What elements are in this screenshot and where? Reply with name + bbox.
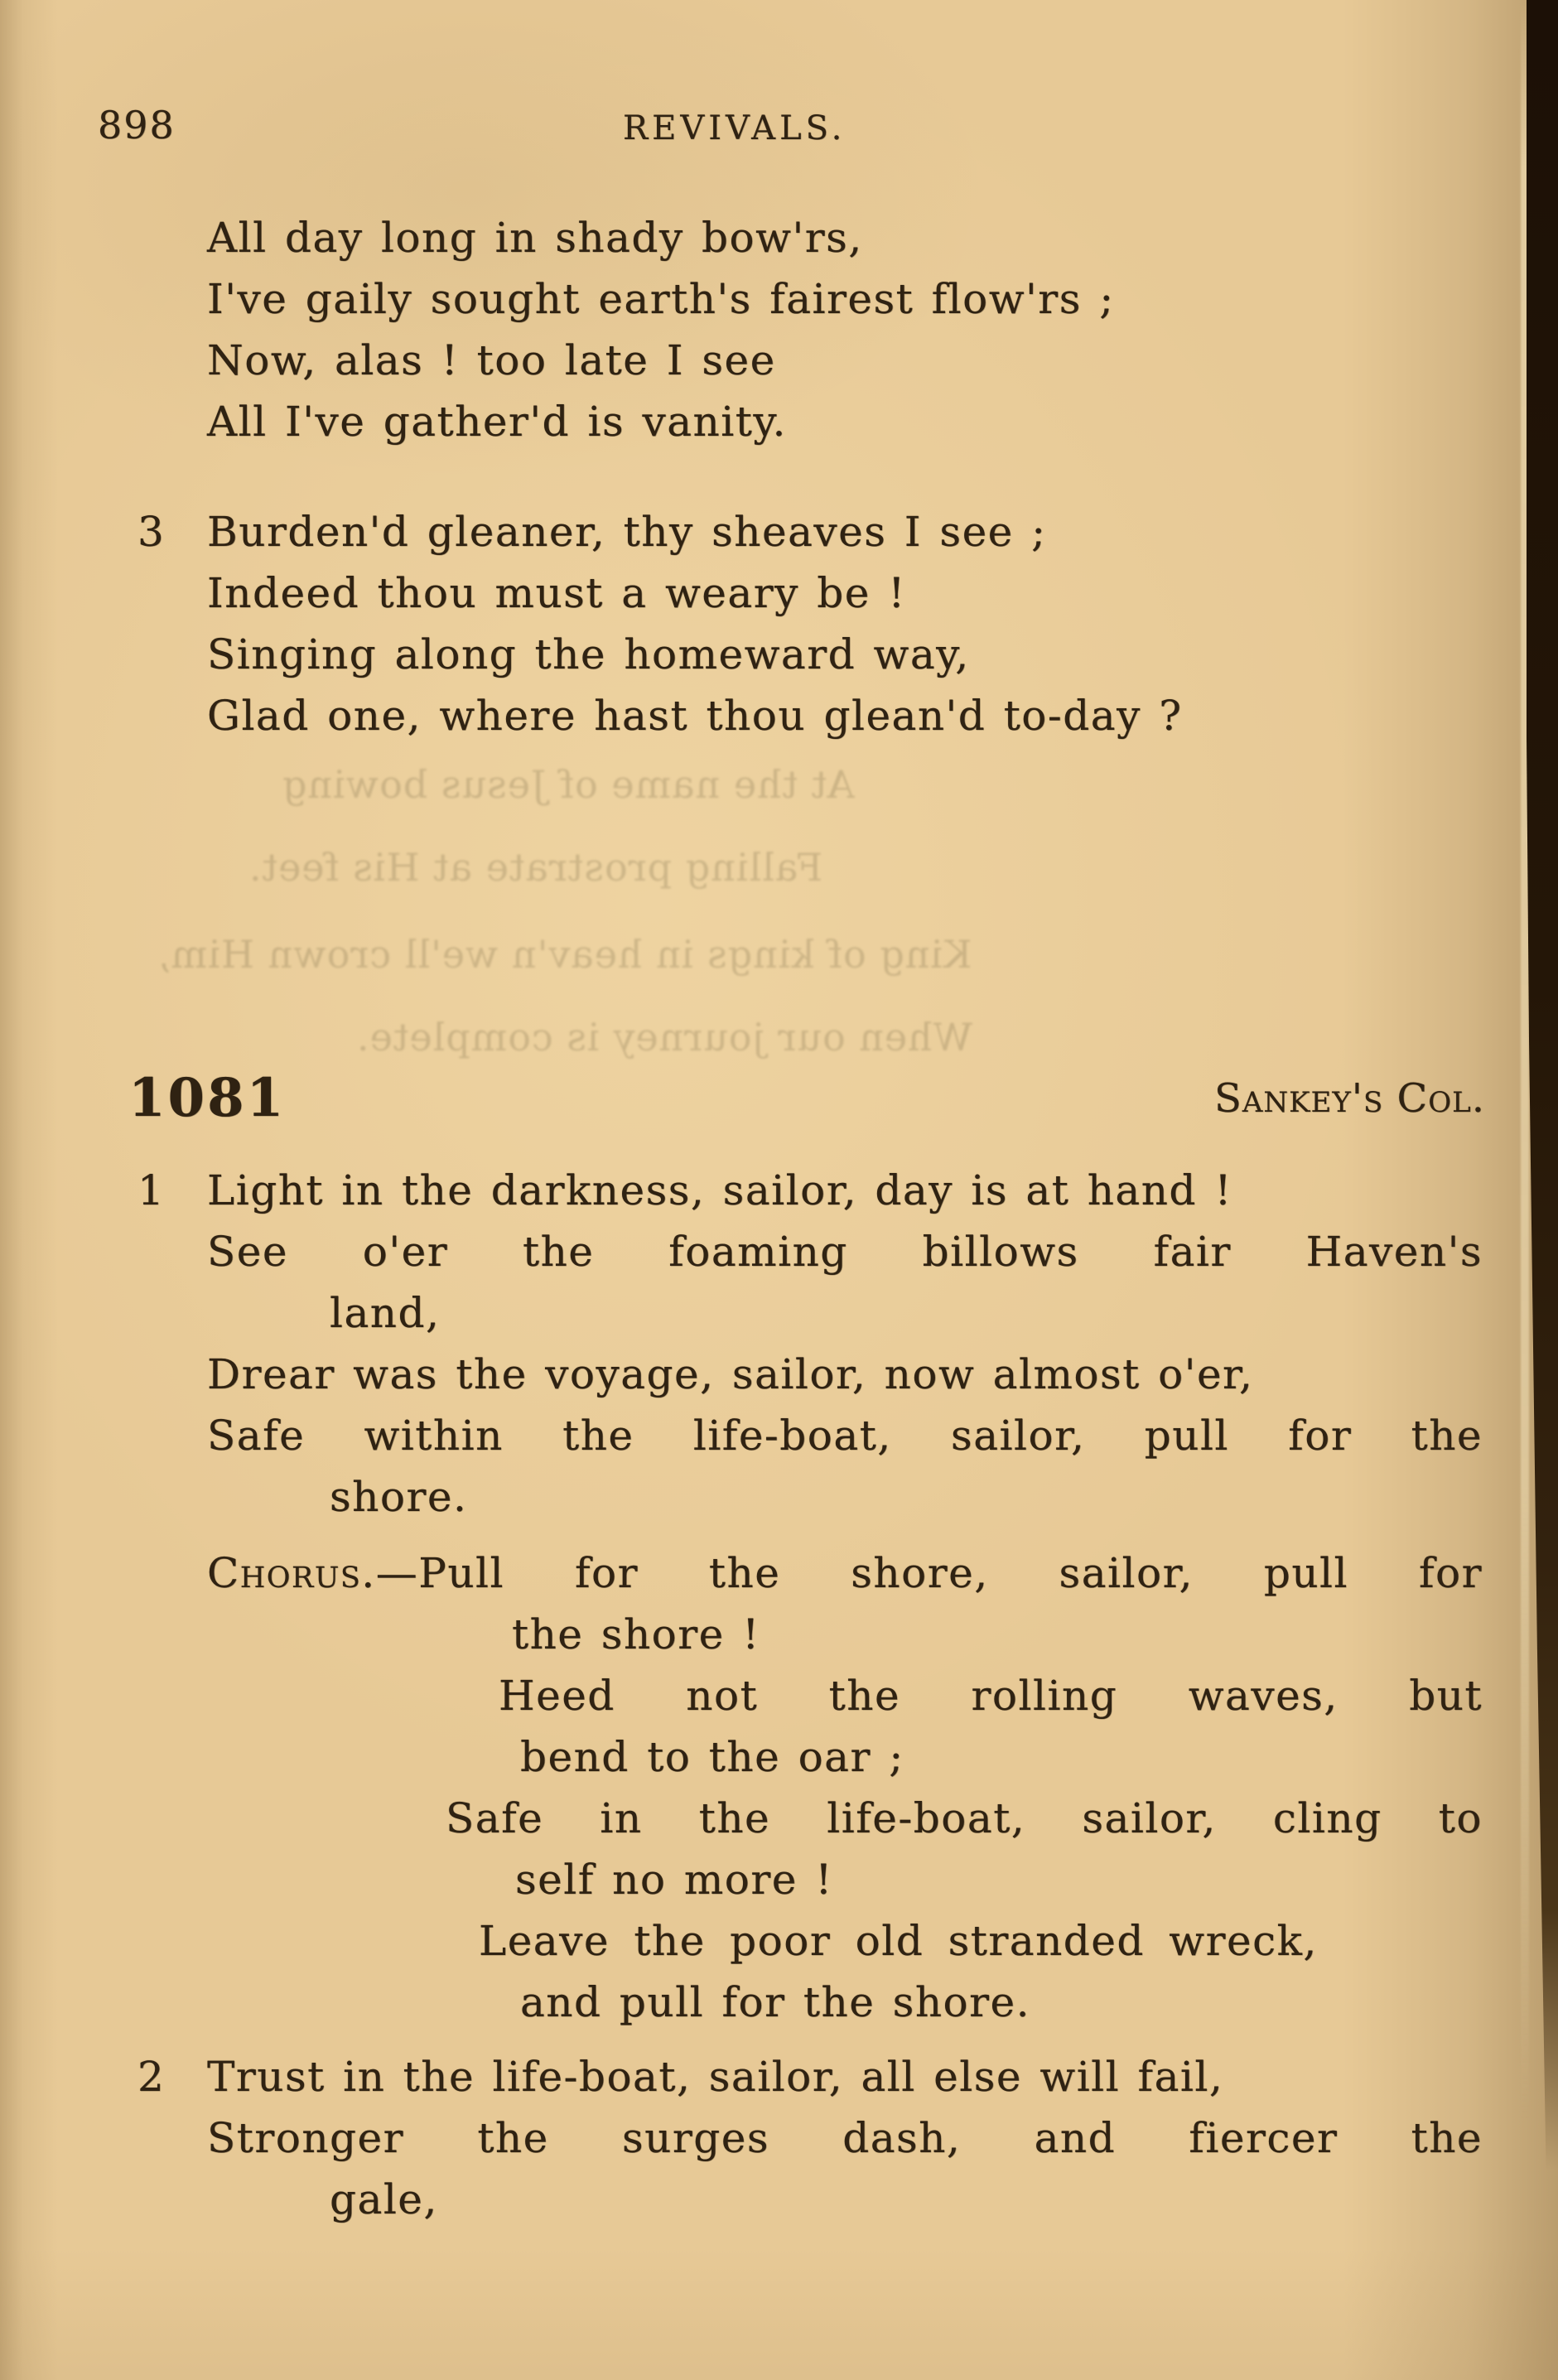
bleedthrough-line: Falling prostrate at His feet. [248, 845, 823, 890]
hymn-source: Sankey's Col. [1213, 1075, 1485, 1122]
chorus-line: Heed not the rolling waves, but [499, 1672, 1483, 1720]
verse-1 [137, 1160, 1483, 1528]
stanza-continued [207, 207, 1483, 452]
verse-line: shore. [330, 1473, 468, 1521]
verse-number: 1 [137, 1166, 166, 1214]
chorus-line: self no more ! [515, 1856, 833, 1904]
verse-line: Indeed thou must a weary be ! [207, 569, 906, 617]
hymn-number: 1081 [128, 1067, 287, 1129]
hymn-heading [128, 1067, 1485, 1133]
chorus-line: and pull for the shore. [520, 1978, 1031, 2026]
chorus-text: Pull for the shore, sailor, pull for [418, 1549, 1483, 1597]
verse-number: 3 [137, 508, 166, 556]
verse-line: All day long in shady bow'rs, [207, 214, 863, 262]
verse-line: All I've gather'd is vanity. [207, 398, 787, 446]
verse-line: gale, [330, 2175, 438, 2223]
chorus-line: Safe in the life-boat, sailor, cling to [446, 1794, 1483, 1842]
verse-number: 2 [137, 2053, 166, 2101]
page-binding-shadow [1527, 0, 1558, 2170]
chorus-line: bend to the oar ; [520, 1733, 904, 1781]
bleedthrough-line: At the name of Jesus bowing [282, 762, 855, 807]
chorus-line: the shore ! [512, 1610, 760, 1658]
verse-line: Burden'd gleaner, thy sheaves I see ; [207, 508, 1047, 556]
page-number: 898 [98, 103, 176, 147]
chorus-line: Leave the poor old stranded wreck, [479, 1917, 1318, 1965]
verse-line: Glad one, where hast thou glean'd to-day ? [207, 692, 1183, 740]
verse-line: Stronger the surges dash, and fiercer the [207, 2114, 1483, 2162]
verse-line: See o'er the foaming billows fair Haven's [207, 1228, 1483, 1276]
bleedthrough-line: King of kings in heav'n we'll crown Him, [157, 932, 972, 977]
verse-line: I've gaily sought earth's fairest flow'rs ; [207, 275, 1115, 323]
verse-line: Now, alas ! too late I see [207, 336, 776, 384]
chorus [207, 1542, 1483, 2033]
verse-line: Drear was the voyage, sailor, now almost o'er, [207, 1350, 1254, 1398]
verse-line: Singing along the homeward way, [207, 630, 970, 678]
stanza-3 [137, 501, 1483, 746]
running-title: REVIVALS. [623, 109, 847, 147]
chorus-line [207, 1542, 1483, 1604]
verse-line: Light in the darkness, sailor, day is at hand ! [207, 1166, 1232, 1214]
bleedthrough-line: When our journey is complete. [356, 1015, 973, 1060]
verse-line: Safe within the life-boat, sailor, pull for the [207, 1412, 1483, 1460]
verse-line: Trust in the life-boat, sailor, all else will fail, [207, 2053, 1224, 2101]
verse-2 [137, 2046, 1483, 2230]
chorus-label: Chorus.— [207, 1549, 419, 1597]
verse-line: land, [330, 1289, 441, 1337]
